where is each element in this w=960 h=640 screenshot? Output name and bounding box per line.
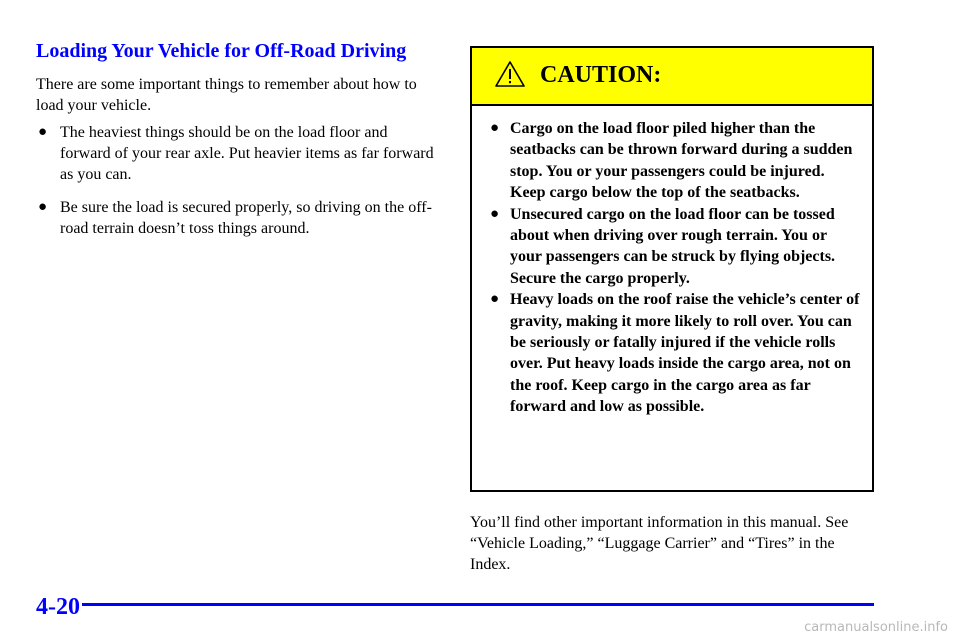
list-item bbox=[36, 197, 436, 239]
list-item-text: The heaviest things should be on the load floor and forward of your rear axle. Put heavier items as far forward as you can. bbox=[60, 124, 434, 183]
caution-title: CAUTION: bbox=[540, 62, 662, 88]
list-item bbox=[490, 118, 862, 204]
intro-paragraph: There are some important things to remember about how to load your vehicle. bbox=[36, 76, 417, 114]
footer-rule bbox=[82, 603, 874, 606]
section-title: Loading Your Vehicle for Off-Road Driving bbox=[36, 40, 407, 62]
caution-item-text: Unsecured cargo on the load floor can be tossed about when driving over rough terrain. You or your passengers can be struck by flying objects. Secure the cargo properly. bbox=[510, 205, 836, 287]
list-item bbox=[36, 122, 436, 185]
caution-item-text: Cargo on the load floor piled higher than the seatbacks can be thrown forward during a sudden stop. You or your passengers could be injured. Keep cargo below the top of the seatbacks. bbox=[510, 120, 853, 202]
page-number: 4-20 bbox=[36, 594, 80, 620]
list-item bbox=[490, 289, 862, 417]
bullet-icon: ● bbox=[490, 120, 500, 136]
reference-paragraph: You’ll find other important information in this manual. See “Vehicle Loading,” “Luggage Carrier” and “Tires” in the Index. bbox=[470, 514, 849, 573]
bullet-icon: ● bbox=[490, 205, 500, 222]
caution-box bbox=[470, 46, 874, 492]
bullet-icon: ● bbox=[490, 291, 500, 308]
warning-triangle-icon bbox=[494, 60, 526, 88]
bullet-icon: ● bbox=[38, 199, 48, 215]
caution-list bbox=[490, 118, 862, 418]
bullet-icon: ● bbox=[38, 124, 48, 140]
list-item-text: Be sure the load is secured properly, so driving on the off-road terrain doesn’t toss things around. bbox=[60, 199, 432, 237]
caution-header bbox=[472, 48, 872, 106]
caution-item-text: Heavy loads on the roof raise the vehicle’s center of gravity, making it more likely to roll over. You can be seriously or fatally injured if the vehicle rolls over. Put heavy loads inside the cargo area, not on the roof. Keep cargo in the cargo area as far forward and low as possible. bbox=[510, 291, 860, 416]
watermark: carmanualsonline.info bbox=[804, 620, 948, 635]
loading-tips-list bbox=[36, 122, 436, 251]
list-item bbox=[490, 204, 862, 290]
